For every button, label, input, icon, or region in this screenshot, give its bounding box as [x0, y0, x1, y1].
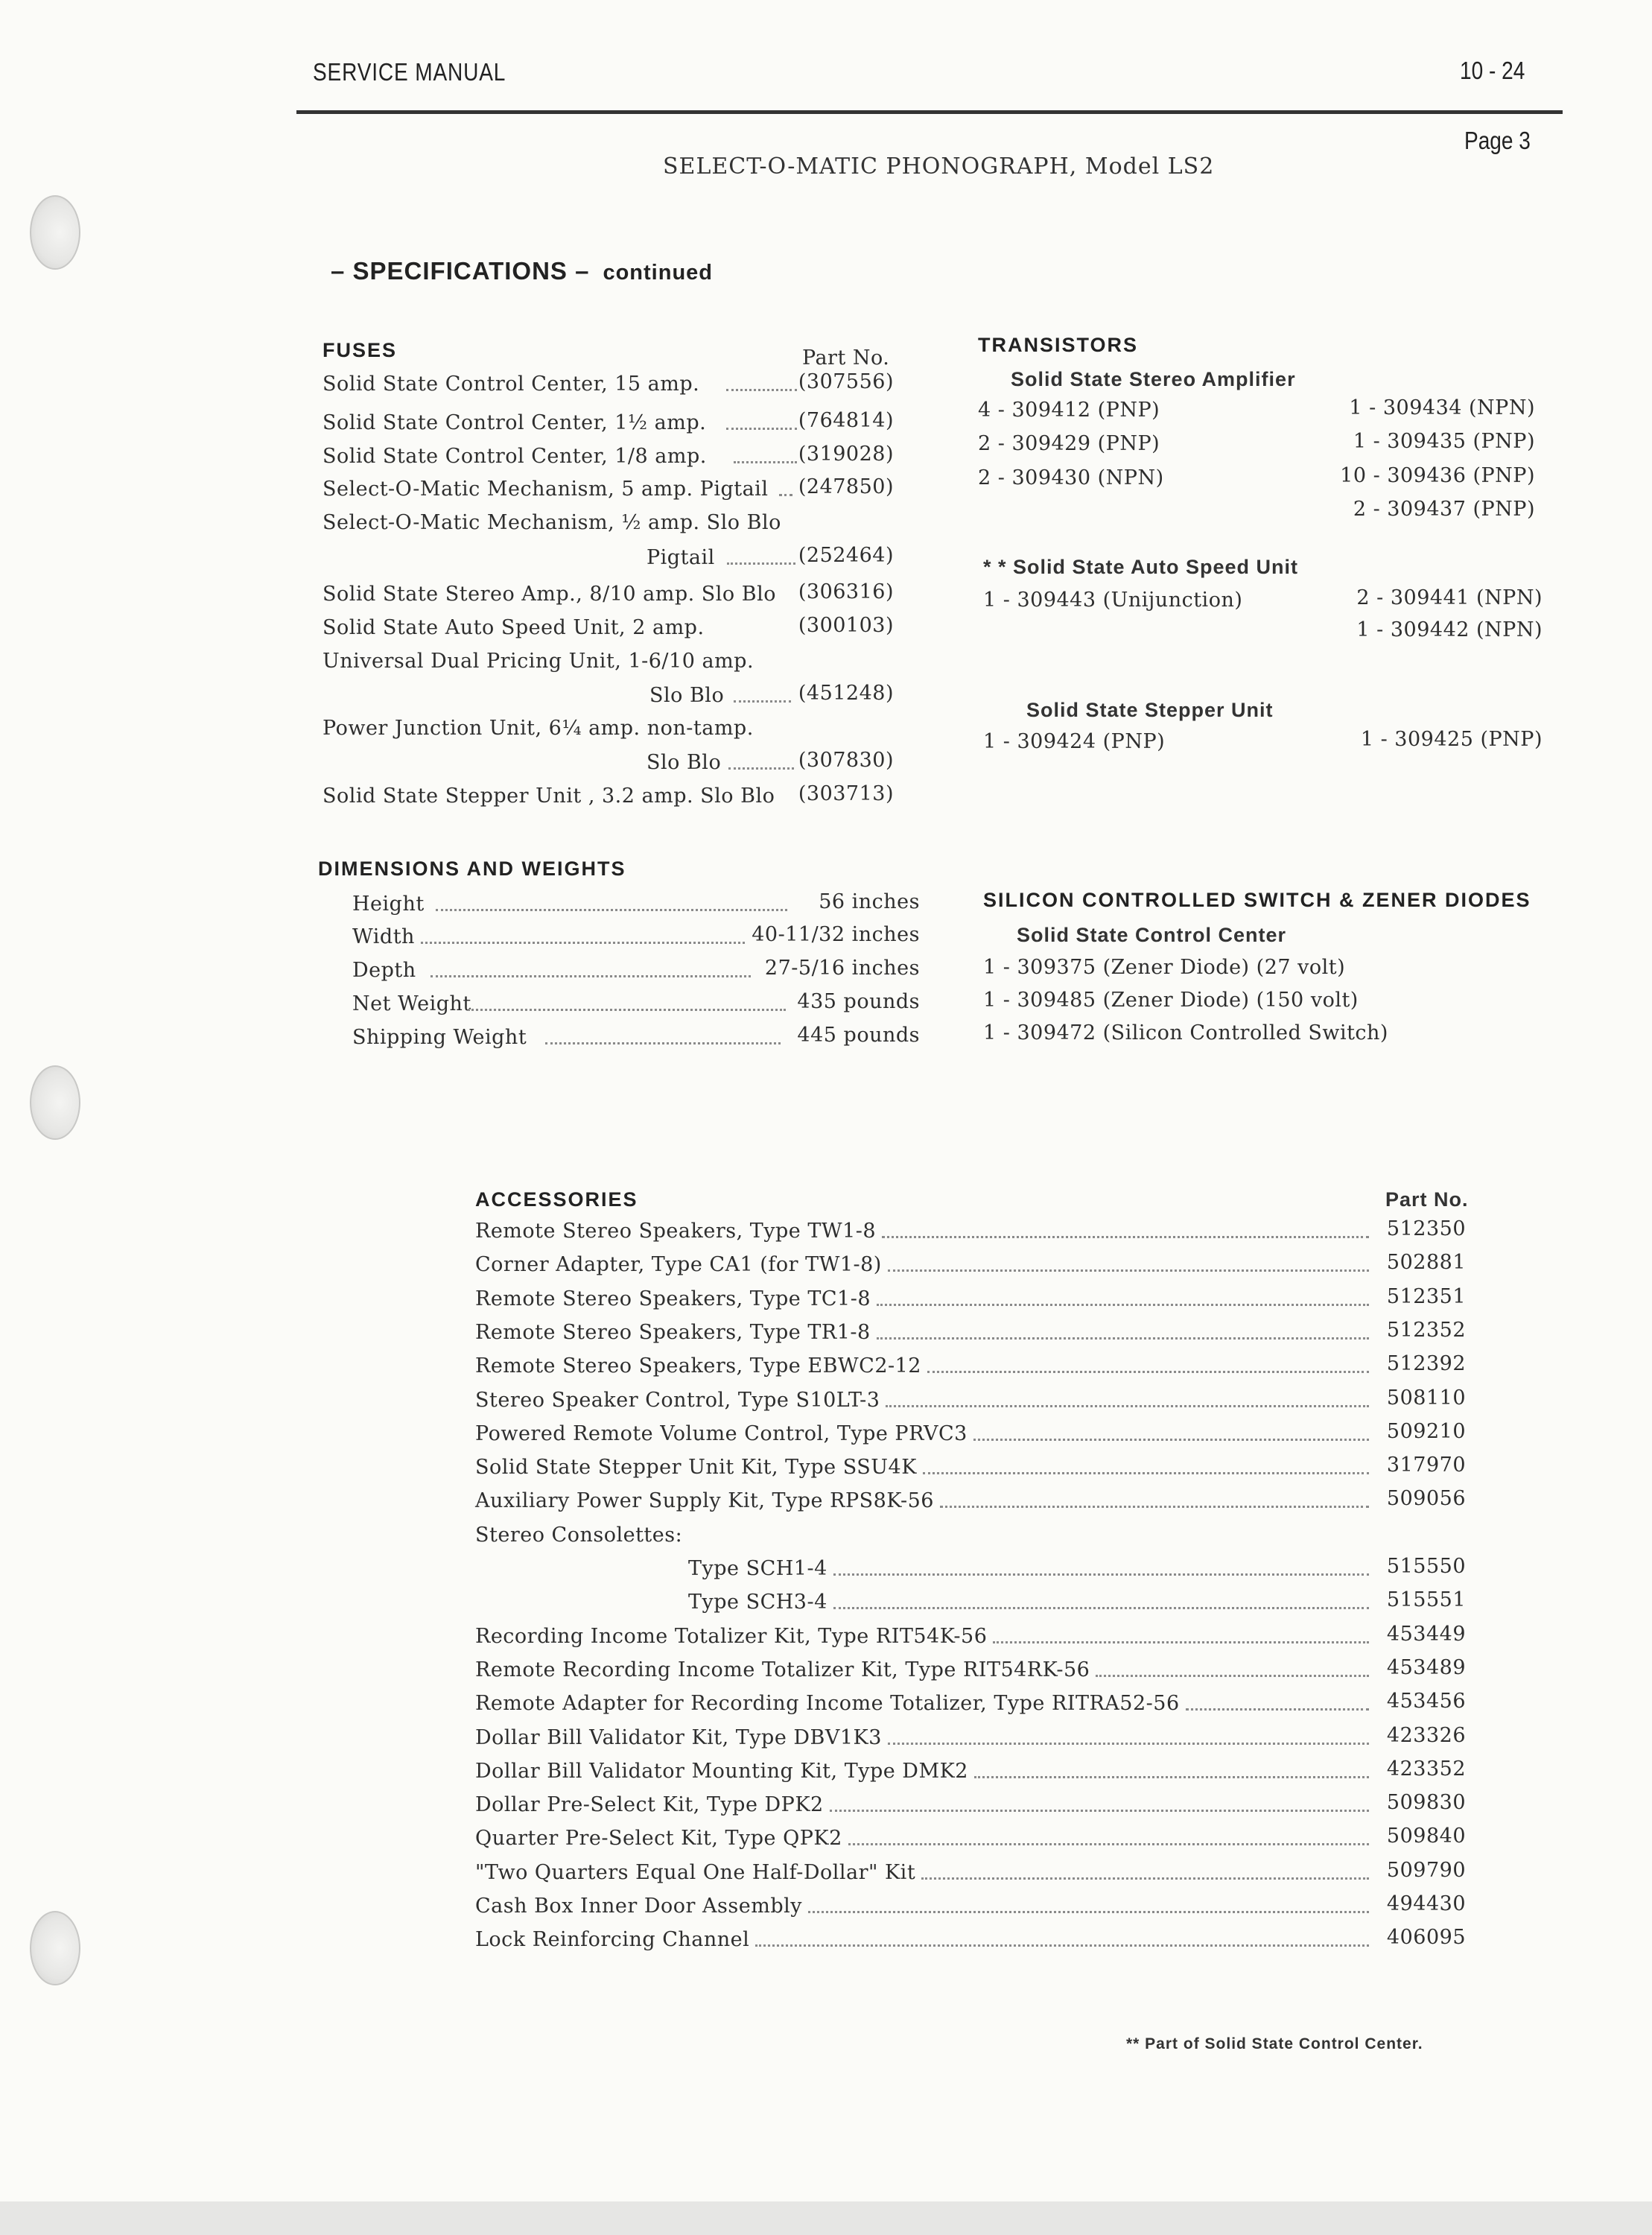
silicon-heading: SILICON CONTROLLED SWITCH & ZENER DIODES — [983, 889, 1531, 911]
dot-leader — [755, 1944, 1369, 1947]
fuse-part: (252464) — [798, 544, 894, 567]
fuse-desc: Solid State Control Center, 15 amp. — [323, 372, 700, 396]
transistor-entry: 1 - 309435 (PNP) — [1353, 430, 1535, 453]
transistor-entry: 1 - 309434 (NPN) — [1349, 396, 1535, 419]
accessory-desc: Corner Adapter, Type CA1 (for TW1-8) — [475, 1253, 882, 1276]
transistor-entry: 2 - 309430 (NPN) — [978, 466, 1164, 489]
fuse-part: (306316) — [798, 580, 894, 603]
fuses-heading: FUSES — [323, 339, 398, 361]
dimensions-heading: DIMENSIONS AND WEIGHTS — [318, 857, 626, 880]
accessory-desc: Remote Stereo Speakers, Type TC1-8 — [475, 1287, 871, 1310]
accessory-part: 512350 — [1386, 1217, 1466, 1240]
dot-leader — [921, 1877, 1369, 1880]
fuse-desc: Solid State Stereo Amp., 8/10 amp. Slo Blo — [323, 583, 776, 606]
transistor-entry: 2 - 309429 (PNP) — [978, 432, 1160, 455]
page-number: Page 3 — [1464, 127, 1531, 154]
fuse-desc-cont: Slo Blo — [646, 751, 722, 774]
transistor-entry: 1 - 309442 (NPN) — [1356, 618, 1543, 641]
accessory-part: 515550 — [1386, 1555, 1466, 1578]
silicon-subheading: Solid State Control Center — [1017, 924, 1287, 946]
accessory-desc: Remote Stereo Speakers, Type TW1-8 — [475, 1220, 877, 1243]
accessory-desc: "Two Quarters Equal One Half-Dollar" Kit — [475, 1861, 916, 1884]
fuse-part: (300103) — [798, 614, 894, 637]
fuse-part: (303713) — [798, 782, 894, 805]
dot-leader — [993, 1641, 1369, 1643]
dot-leader — [734, 700, 791, 703]
fuse-desc: Solid State Control Center, 1/8 amp. — [323, 445, 707, 468]
amp-subheading: Solid State Stereo Amplifier — [1011, 368, 1296, 390]
dimension-label: Width — [352, 925, 415, 948]
dot-leader — [888, 1269, 1369, 1272]
accessory-desc: Recording Income Totalizer Kit, Type RIT54K-56 — [475, 1625, 988, 1648]
fuse-desc: Select-O-Matic Mechanism, ½ amp. Slo Blo — [323, 511, 781, 534]
dot-leader — [940, 1506, 1369, 1508]
accessory-part: 509056 — [1386, 1487, 1466, 1510]
accessory-desc: Powered Remote Volume Control, Type PRVC3 — [475, 1422, 968, 1445]
accessory-desc: Dollar Pre-Select Kit, Type DPK2 — [475, 1793, 824, 1816]
dot-leader — [727, 562, 795, 565]
transistor-entry: 2 - 309441 (NPN) — [1356, 586, 1543, 609]
accessory-desc: Cash Box Inner Door Assembly — [475, 1895, 803, 1918]
manual-label: SERVICE MANUAL — [313, 58, 506, 86]
dot-leader — [726, 389, 797, 391]
header-rule — [296, 110, 1563, 114]
dimension-label: Height — [352, 893, 425, 916]
punch-hole — [30, 1911, 80, 1985]
dot-leader — [973, 1439, 1369, 1441]
transistors-heading: TRANSISTORS — [978, 334, 1139, 356]
accessory-part: 508110 — [1386, 1386, 1466, 1410]
diode-entry: 1 - 309485 (Zener Diode) (150 volt) — [983, 989, 1359, 1012]
dot-leader — [436, 909, 787, 911]
accessory-desc: Solid State Stepper Unit Kit, Type SSU4K — [475, 1456, 917, 1479]
dot-leader — [545, 1042, 781, 1044]
accessory-part: 423352 — [1386, 1757, 1466, 1781]
accessory-part: 423326 — [1386, 1724, 1466, 1747]
accessory-part: 509210 — [1386, 1420, 1466, 1443]
accessory-desc: Type SCH3-4 — [688, 1591, 827, 1614]
dimension-value: 445 pounds — [797, 1024, 920, 1047]
section-title-text: – SPECIFICATIONS – — [331, 257, 590, 285]
accessory-part: 494430 — [1386, 1892, 1466, 1915]
fuse-part: (307830) — [798, 749, 894, 772]
fuse-part: (247850) — [798, 475, 894, 498]
dimension-label: Net Weight — [352, 992, 471, 1015]
dot-leader — [728, 767, 794, 770]
dimension-value: 56 inches — [819, 890, 920, 913]
transistor-entry: 1 - 309443 (Unijunction) — [983, 589, 1243, 612]
transistor-entry: 10 - 309436 (PNP) — [1340, 464, 1535, 487]
accessory-desc: Dollar Bill Validator Mounting Kit, Type DMK2 — [475, 1760, 968, 1783]
dot-leader — [927, 1371, 1369, 1373]
fuse-part: (764814) — [798, 409, 894, 432]
accessory-desc: Quarter Pre-Select Kit, Type QPK2 — [475, 1827, 842, 1850]
dimension-value: 27-5/16 inches — [764, 957, 920, 980]
dot-leader — [468, 1009, 786, 1011]
accessory-desc: Dollar Bill Validator Kit, Type DBV1K3 — [475, 1726, 882, 1749]
dot-leader — [877, 1337, 1369, 1340]
dot-leader — [877, 1304, 1369, 1306]
dot-leader — [1096, 1675, 1369, 1677]
footnote: ** Part of Solid State Control Center. — [1126, 2035, 1423, 2052]
accessory-part: 512352 — [1386, 1319, 1466, 1342]
diode-entry: 1 - 309472 (Silicon Controlled Switch) — [983, 1021, 1388, 1044]
accessory-part: 509840 — [1386, 1825, 1466, 1848]
dimension-value: 40-11/32 inches — [752, 923, 920, 946]
accessory-desc: Remote Recording Income Totalizer Kit, Type RIT54RK-56 — [475, 1658, 1090, 1681]
accessory-part: 453449 — [1386, 1623, 1466, 1646]
page-bottom-edge — [0, 2201, 1652, 2235]
accessory-desc: Lock Reinforcing Channel — [475, 1928, 750, 1951]
accessory-desc: Stereo Speaker Control, Type S10LT-3 — [475, 1389, 880, 1412]
dot-leader — [726, 428, 797, 430]
fuse-desc: Solid State Auto Speed Unit, 2 amp. — [323, 616, 705, 639]
document-title: SELECT-O-MATIC PHONOGRAPH, Model LS2 — [663, 153, 1215, 180]
fuse-part: (451248) — [798, 682, 894, 705]
fuse-desc: Universal Dual Pricing Unit, 1-6/10 amp. — [323, 650, 754, 673]
accessory-part: 512351 — [1386, 1285, 1466, 1308]
fuse-part: (319028) — [798, 443, 894, 466]
fuse-desc: Power Junction Unit, 6¼ amp. non-tamp. — [323, 717, 754, 740]
transistor-entry: 4 - 309412 (PNP) — [978, 399, 1160, 422]
accessory-desc: Type SCH1-4 — [688, 1557, 827, 1580]
accessory-desc: Remote Stereo Speakers, Type EBWC2-12 — [475, 1354, 921, 1378]
dimension-label: Shipping Weight — [352, 1026, 527, 1049]
fuse-desc-cont: Pigtail — [646, 546, 715, 569]
fuse-desc-cont: Slo Blo — [649, 684, 725, 707]
dot-leader — [734, 461, 797, 463]
section-title — [331, 257, 713, 285]
dot-leader — [1186, 1708, 1369, 1711]
dot-leader — [779, 494, 792, 496]
punch-hole — [30, 195, 80, 270]
accessory-part: 509790 — [1386, 1859, 1466, 1882]
fuse-desc: Solid State Control Center, 1½ amp. — [323, 411, 707, 434]
accessory-part: 317970 — [1386, 1453, 1466, 1477]
transistor-entry: 1 - 309425 (PNP) — [1360, 728, 1543, 751]
dot-leader — [830, 1810, 1369, 1812]
auto-speed-subheading: * * Solid State Auto Speed Unit — [983, 556, 1299, 578]
fuse-desc: Select-O-Matic Mechanism, 5 amp. Pigtail — [323, 478, 769, 501]
accessories-part-header: Part No. — [1385, 1188, 1469, 1211]
accessory-desc: Remote Adapter for Recording Income Totalizer, Type RITRA52-56 — [475, 1692, 1180, 1715]
transistor-entry: 1 - 309424 (PNP) — [983, 730, 1166, 753]
fuses-part-header: Part No. — [802, 346, 890, 370]
fuse-part: (307556) — [798, 370, 894, 393]
accessory-desc: Remote Stereo Speakers, Type TR1-8 — [475, 1321, 871, 1344]
dot-leader — [431, 975, 751, 977]
accessories-heading: ACCESSORIES — [475, 1188, 638, 1211]
stepper-subheading: Solid State Stepper Unit — [1026, 699, 1274, 721]
dot-leader — [886, 1405, 1369, 1407]
accessory-part: 509830 — [1386, 1791, 1466, 1814]
dot-leader — [882, 1236, 1369, 1238]
section-subtitle: continued — [603, 261, 713, 285]
accessory-part: 512392 — [1386, 1352, 1466, 1375]
section-number: 10 - 24 — [1460, 57, 1525, 84]
dot-leader — [808, 1911, 1369, 1913]
dot-leader — [833, 1607, 1369, 1609]
accessory-desc: Stereo Consolettes: — [475, 1524, 683, 1547]
diode-entry: 1 - 309375 (Zener Diode) (27 volt) — [983, 956, 1346, 979]
dot-leader — [923, 1472, 1369, 1474]
dot-leader — [833, 1573, 1369, 1576]
dimension-value: 435 pounds — [797, 990, 920, 1013]
dot-leader — [974, 1776, 1369, 1778]
accessory-desc: Auxiliary Power Supply Kit, Type RPS8K-56 — [475, 1489, 934, 1512]
dimension-label: Depth — [352, 959, 416, 982]
accessory-part: 453489 — [1386, 1656, 1466, 1679]
accessory-part: 502881 — [1386, 1251, 1466, 1274]
accessory-part: 515551 — [1386, 1588, 1466, 1611]
accessory-part: 453456 — [1386, 1690, 1466, 1713]
dot-leader — [888, 1743, 1369, 1745]
punch-hole — [30, 1065, 80, 1140]
dot-leader — [848, 1843, 1369, 1845]
accessory-part: 406095 — [1386, 1926, 1466, 1949]
dot-leader — [421, 942, 745, 944]
fuse-desc: Solid State Stepper Unit , 3.2 amp. Slo Blo — [323, 784, 775, 808]
transistor-entry: 2 - 309437 (PNP) — [1353, 498, 1535, 521]
